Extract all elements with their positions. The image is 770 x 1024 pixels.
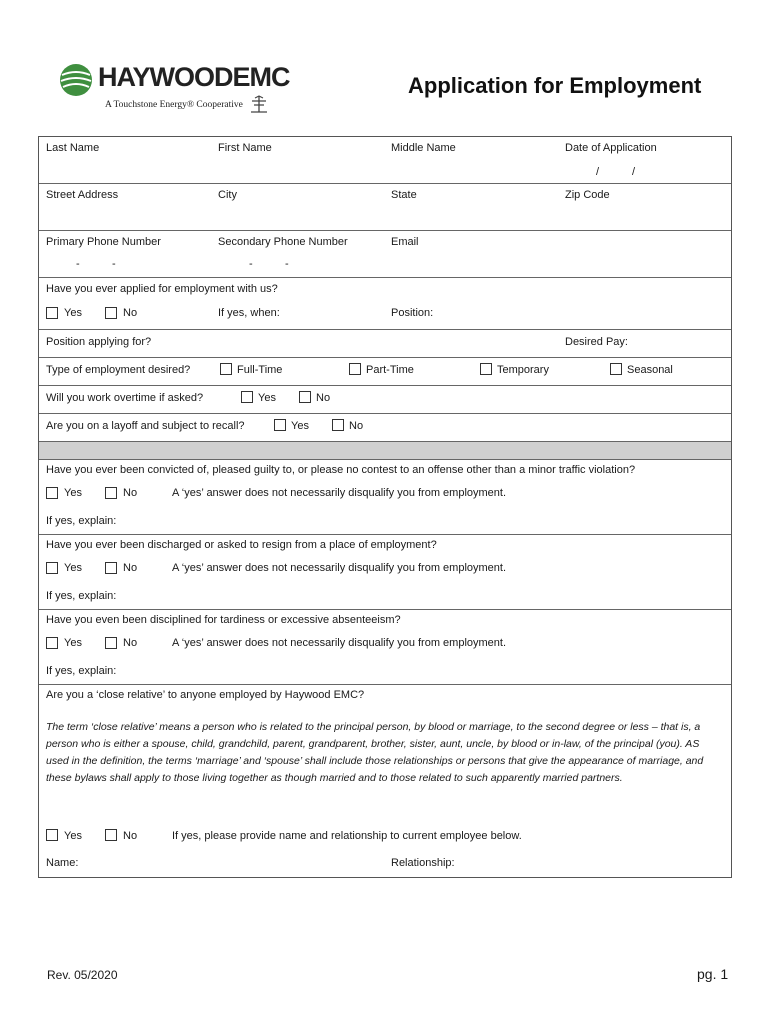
conviction-disclaimer: A ‘yes’ answer does not necessarily disqualify you from employment. [172, 487, 507, 499]
section-separator [39, 442, 731, 459]
if-yes-when-label: If yes, when: [218, 307, 280, 319]
email-label: Email [391, 236, 419, 248]
temporary-label: Temporary [497, 364, 549, 376]
part-time-label: Part-Time [366, 364, 414, 376]
divider [39, 230, 731, 231]
conviction-yes-checkbox[interactable] [46, 487, 58, 499]
tardiness-explain-label: If yes, explain: [46, 665, 117, 677]
overtime-no-checkbox[interactable] [299, 391, 311, 403]
divider [39, 413, 731, 414]
full-time-label: Full-Time [237, 364, 283, 376]
tardiness-no-label: No [123, 637, 138, 649]
date-separator: / [596, 166, 600, 178]
prior-yes-checkbox[interactable] [46, 307, 58, 319]
discharge-explain-label: If yes, explain: [46, 590, 117, 602]
part-time-checkbox[interactable] [349, 363, 361, 375]
phone-dash: - [76, 258, 80, 270]
phone-dash: - [285, 258, 289, 270]
close-relative-question: Are you a ‘close relative’ to anyone employed by Haywood EMC? [46, 689, 365, 701]
city-label: City [218, 189, 237, 201]
prior-yes-label: Yes [64, 307, 82, 319]
divider [39, 534, 731, 535]
discharge-question: Have you ever been discharged or asked to resign from a place of employment? [46, 539, 437, 551]
relative-no-label: No [123, 830, 138, 842]
discharge-no-label: No [123, 562, 138, 574]
divider [39, 183, 731, 184]
discharge-yes-label: Yes [64, 562, 82, 574]
conviction-no-label: No [123, 487, 138, 499]
relative-yes-checkbox[interactable] [46, 829, 58, 841]
overtime-yes-checkbox[interactable] [241, 391, 253, 403]
divider [39, 609, 731, 610]
logo-name: HAYWOOD [98, 62, 233, 92]
secondary-phone-label: Secondary Phone Number [218, 236, 348, 248]
divider [39, 385, 731, 386]
employment-type-question: Type of employment desired? [46, 364, 191, 376]
divider [39, 277, 731, 278]
street-address-label: Street Address [46, 189, 119, 201]
discharge-no-checkbox[interactable] [105, 562, 117, 574]
conviction-yes-label: Yes [64, 487, 82, 499]
divider [39, 684, 731, 685]
seasonal-checkbox[interactable] [610, 363, 622, 375]
phone-dash: - [112, 258, 116, 270]
overtime-no-label: No [316, 392, 331, 404]
layoff-no-checkbox[interactable] [332, 419, 344, 431]
tardiness-no-checkbox[interactable] [105, 637, 117, 649]
touchstone-icon [249, 95, 269, 113]
relative-relationship-label: Relationship: [391, 857, 455, 869]
layoff-yes-checkbox[interactable] [274, 419, 286, 431]
prior-no-label: No [123, 307, 138, 319]
tardiness-disclaimer: A ‘yes’ answer does not necessarily disqualify you from employment. [172, 637, 507, 649]
tardiness-yes-checkbox[interactable] [46, 637, 58, 649]
layoff-no-label: No [349, 420, 364, 432]
last-name-label: Last Name [46, 142, 100, 154]
temporary-checkbox[interactable] [480, 363, 492, 375]
divider [39, 329, 731, 330]
page-title: Application for Employment [408, 73, 702, 98]
full-time-checkbox[interactable] [220, 363, 232, 375]
logo-emc: EMC [232, 62, 290, 92]
relative-yes-label: Yes [64, 830, 82, 842]
globe-icon [58, 62, 94, 98]
relative-no-checkbox[interactable] [105, 829, 117, 841]
overtime-question: Will you work overtime if asked? [46, 392, 204, 404]
conviction-explain-label: If yes, explain: [46, 515, 117, 527]
application-form [38, 136, 732, 878]
close-relative-definition: The term ‘close relative’ means a person who is related to the principal person, by blood or marriage, to the second degree or less – that is, a person who is either a spouse, child, grandchild, parent, grandparent, brother, sister, aunt, uncle, by blood or in-law, of the principal (you). AS used in the definition, the terms ‘marriage’ and ‘spouse’ shall include those relationships or persons that give the appearance of marriage, and these bylaws shall apply to those living together as though married and to those related to such apparently married partners. [46, 721, 704, 784]
discharge-yes-checkbox[interactable] [46, 562, 58, 574]
tardiness-question: Have you even been disciplined for tardiness or excessive absenteeism? [46, 614, 401, 626]
conviction-question: Have you ever been convicted of, pleased guilty to, or please no contest to an offense other than a minor traffic violation? [46, 464, 636, 476]
company-logo [58, 60, 290, 116]
first-name-label: First Name [218, 142, 272, 154]
prior-position-label: Position: [391, 307, 434, 319]
overtime-yes-label: Yes [258, 392, 276, 404]
divider [39, 459, 731, 460]
date-of-application-label: Date of Application [565, 142, 657, 154]
conviction-no-checkbox[interactable] [105, 487, 117, 499]
discharge-disclaimer: A ‘yes’ answer does not necessarily disqualify you from employment. [172, 562, 507, 574]
zip-code-label: Zip Code [565, 189, 610, 201]
logo-tagline: A Touchstone Energy® Cooperative [105, 100, 243, 110]
prior-application-question: Have you ever applied for employment with us? [46, 283, 278, 295]
logo-wordmark [98, 62, 290, 93]
desired-pay-label: Desired Pay: [565, 336, 628, 348]
layoff-yes-label: Yes [291, 420, 309, 432]
divider [39, 357, 731, 358]
page-number: pg. 1 [697, 966, 729, 982]
relative-instruction: If yes, please provide name and relationship to current employee below. [172, 830, 522, 842]
date-separator: / [632, 166, 636, 178]
phone-dash: - [249, 258, 253, 270]
position-applying-label: Position applying for? [46, 336, 152, 348]
primary-phone-label: Primary Phone Number [46, 236, 161, 248]
middle-name-label: Middle Name [391, 142, 456, 154]
revision-label: Rev. 05/2020 [47, 968, 118, 982]
prior-no-checkbox[interactable] [105, 307, 117, 319]
layoff-question: Are you on a layoff and subject to recall? [46, 420, 245, 432]
seasonal-label: Seasonal [627, 364, 673, 376]
state-label: State [391, 189, 417, 201]
relative-name-label: Name: [46, 857, 79, 869]
tardiness-yes-label: Yes [64, 637, 82, 649]
